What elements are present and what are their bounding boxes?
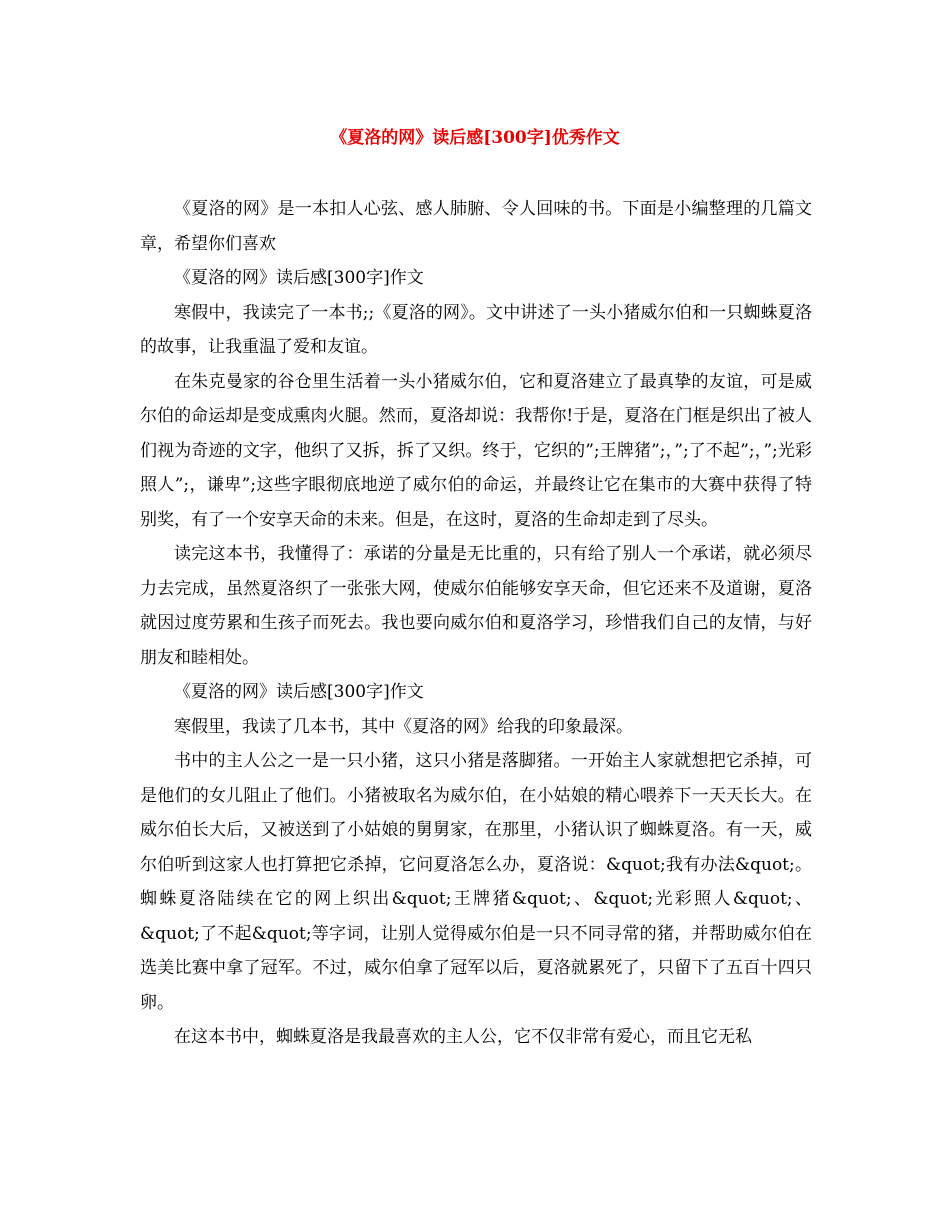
paragraph: 在这本书中，蜘蛛夏洛是我最喜欢的主人公，它不仅非常有爱心，而且它无私 xyxy=(174,1027,752,1047)
paragraph: 寒假中，我读完了一本书;;《夏洛的网》。文中讲述了一头小猪威尔伯和一只蜘蛛夏洛的故事，让我重温了爱和友谊。 xyxy=(140,302,812,357)
document-body xyxy=(140,192,812,1055)
section-heading: 《夏洛的网》读后感[300字]作文 xyxy=(174,268,424,288)
paragraph: 书中的主人公之一是一只小猪，这只小猪是落脚猪。一开始主人家就想把它杀掉，可是他们的女儿阻止了他们。小猪被取名为威尔伯，在小姑娘的精心喂养下一天天长大。在威尔伯长大后，又被送到了小姑娘的舅舅家，在那里，小猪认识了蜘蛛夏洛。有一天，威尔伯听到这家人也打算把它杀掉，它问夏洛怎么办，夏洛说：&quot;我有办法&quot;。蜘蛛夏洛陆续在它的网上织出&quot;王牌猪&quot;、&quot;光彩照人&quot;、&quot;了不起&quot;等字词，让别人觉得威尔伯是一只不同寻常的猪，并帮助威尔伯在选美比赛中拿了冠军。不过，威尔伯拿了冠军以后，夏洛就累死了，只留下了五百十四只卵。 xyxy=(140,751,812,1013)
section-heading: 《夏洛的网》读后感[300字]作文 xyxy=(174,682,424,702)
paragraph-intro: 《夏洛的网》是一本扣人心弦、感人肺腑、令人回味的书。下面是小编整理的几篇文章，希望你们喜欢 xyxy=(140,199,812,254)
paragraph: 读完这本书，我懂得了：承诺的分量是无比重的，只有给了别人一个承诺，就必须尽力去完成，虽然夏洛织了一张张大网，使威尔伯能够安享天命，但它还来不及道谢，夏洛就因过度劳累和生孩子而死去。我也要向威尔伯和夏洛学习，珍惜我们自己的友情，与好朋友和睦相处。 xyxy=(140,544,812,668)
paragraph: 在朱克曼家的谷仓里生活着一头小猪威尔伯，它和夏洛建立了最真挚的友谊，可是威尔伯的命运却是变成熏肉火腿。然而，夏洛却说：我帮你!于是，夏洛在门框是织出了被人们视为奇迹的文字，他织了又拆，拆了又织。终于，它织的”;王牌猪”;，”;了不起”;，”;光彩照人”;，谦卑”;这些字眼彻底地逆了威尔伯的命运，并最终让它在集市的大赛中获得了特别奖，有了一个安享天命的未来。但是，在这时，夏洛的生命却走到了尽头。 xyxy=(140,371,812,530)
paragraph: 寒假里，我读了几本书，其中《夏洛的网》给我的印象最深。 xyxy=(174,716,633,737)
document-title: 《夏洛的网》读后感[300字]优秀作文 xyxy=(330,128,620,148)
